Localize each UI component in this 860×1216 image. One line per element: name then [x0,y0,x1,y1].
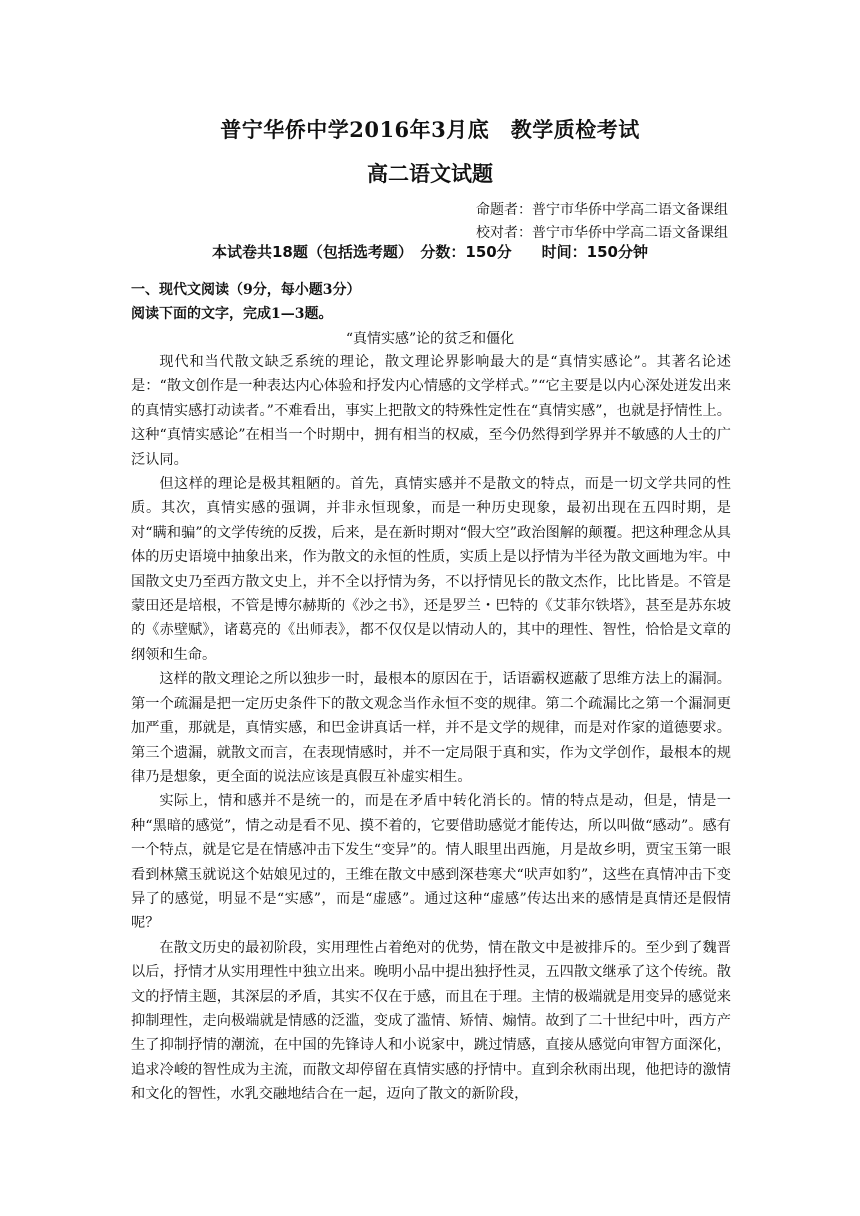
setter-line: 命题者：普宁市华侨中学高二语文备课组 [476,202,728,218]
article-paragraph: 实际上，情和感并不是统一的，而是在矛盾中转化消长的。情的特点是动，但是，情是一种“黑暗的感觉”，情之动是看不见、摸不着的，它要借助感觉才能传达，所以叫做“感动”。感有一个特点，就是它是在情感冲击下发生“变异”的。情人眼里出西施，月是故乡明，贾宝玉第一眼看到林黛玉就说这个姑娘见过的，王维在散文中感到深巷寒犬“吠声如豹”，这些在真情冲击下变异了的感觉，明显不是“实感”，而是“虚感”。通过这种“虚感”传达出来的感情是真情还是假情呢？ [131,793,731,932]
section-heading: 一、现代文阅读（9分，每小题3分） [131,282,361,298]
article-title: “真情实感”论的贫乏和僵化 [345,331,515,347]
section-instruction: 阅读下面的文字，完成1—3题。 [131,306,333,322]
proofreader-line: 校对者：普宁市华侨中学高二语文备课组 [476,225,728,241]
article-paragraph: 这样的散文理论之所以独步一时，最根本的原因在于，话语霸权遮蔽了思维方法上的漏洞。第一个疏漏是把一定历史条件下的散文观念当作永恒不变的规律。第二个疏漏比之第一个漏洞更加严重，那就是，真情实感，和巴金讲真话一样，并不是文学的规律，而是对作家的道德要求。第三个遗漏，就散文而言，在表现情感时，并不一定局限于真和实，作为文学创作，最根本的规律乃是想象，更全面的说法应该是真假互补虚实相生。 [131,671,731,785]
article-paragraph: 在散文历史的最初阶段，实用理性占着绝对的优势，情在散文中是被排斥的。至少到了魏晋以后，抒情才从实用理性中独立出来。晚明小品中提出独抒性灵，五四散文继承了这个传统。散文的抒情主题，其深层的矛盾，其实不仅在于感，而且在于理。主情的极端就是用变异的感觉来抑制理性，走向极端就是情感的泛滥，变成了滥情、矫情、煽情。故到了二十世纪中叶，西方产生了抑制抒情的潮流，在中国的先锋诗人和小说家中，跳过情感，直接从感觉向审智方面深化，追求冷峻的智性成为主流，而散文却停留在真情实感的抒情中。直到余秋雨出现，他把诗的激情和文化的智性，水乳交融地结合在一起，迈向了散文的新阶段， [131,939,731,1103]
exam-title: 普宁华侨中学2016年3月底 教学质检考试 [220,117,640,142]
exam-info-line: 本试卷共18题（包括选考题） 分数：150分 时间：150分钟 [212,243,648,261]
article-paragraph: 现代和当代散文缺乏系统的理论，散文理论界影响最大的是“真情实感论”。其著名论述是：“散文创作是一种表达内心体验和抒发内心情感的文学样式。”“它主要是以内心深处迸发出来的真情实感打动读者。”不难看出，事实上把散文的特殊性定性在“真情实感”，也就是抒情性上。这种“真情实感论”在相当一个时期中，拥有相当的权威，至今仍然得到学界并不敏感的人士的广泛认同。 [131,354,731,468]
article-body [131,350,731,1107]
article-paragraph: 但这样的理论是极其粗陋的。首先，真情实感并不是散文的特点，而是一切文学共同的性质。其次，真情实感的强调，并非永恒现象，而是一种历史现象，最初出现在五四时期，是对“瞒和骗”的文学传统的反拨，后来，是在新时期对“假大空”政治图解的颠覆。把这种理念从具体的历史语境中抽象出来，作为散文的永恒的性质，实质上是以抒情为半径为散文画地为牢。中国散文史乃至西方散文史上，并不全以抒情为务，不以抒情见长的散文杰作，比比皆是。不管是蒙田还是培根，不管是博尔赫斯的《沙之书》，还是罗兰・巴特的《艾菲尔铁塔》，甚至是苏东坡的《赤壁赋》，诸葛亮的《出师表》，都不仅仅是以情动人的，其中的理性、智性，恰恰是文章的纲领和生命。 [131,476,731,663]
exam-subtitle: 高二语文试题 [367,161,493,186]
